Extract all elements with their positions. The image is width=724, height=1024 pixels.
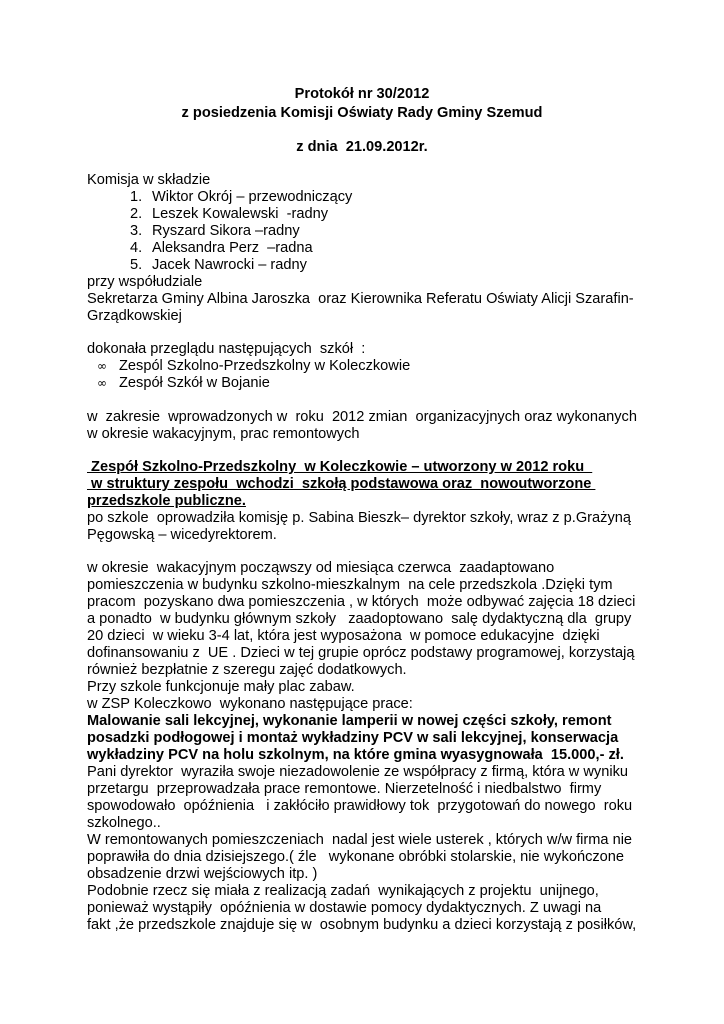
works-line: Malowanie sali lekcyjnej, wykonanie lamperii w nowej części szkoły, remont [87,713,612,729]
member-name: Leszek Kowalewski -radny [152,206,329,222]
member-name: Jacek Nawrocki – radny [152,257,307,273]
infinity-bullet-icon: ∞ [97,376,107,390]
section-heading: przedszkole publiczne. [87,493,246,509]
member-number: 4. [130,240,143,256]
member-number: 5. [130,257,143,273]
body-line: szkolnego.. [87,815,161,831]
body-line: poprawiła do dnia dzisiejszego.( źle wykonane obróbki stolarskie, nie wykończone [87,849,625,865]
infinity-bullet-icon: ∞ [97,359,107,373]
participants-line: Sekretarza Gminy Albina Jaroszka oraz Kierownika Referatu Oświaty Alicji Szarafin- [87,291,634,307]
tour-line: po szkole oprowadziła komisję p. Sabina Bieszk– dyrektor szkoły, wraz z p.Grażyną [87,510,631,526]
body-line: dofinansowaniu z UE . Dzieci w tej grupie oprócz podstawy programowej, korzystają [87,645,635,661]
body-line: ponieważ wystąpiły opóźnienia w dostawie pomocy dydaktycznych. Z uwagi na [87,900,602,916]
member-name: Ryszard Sikora –radny [152,223,300,239]
school-item: Zespól Szkolno-Przedszkolny w Koleczkowie [119,358,411,374]
section-heading: Zespół Szkolno-Przedszkolny w Koleczkowie – utworzony w 2012 roku [87,459,593,475]
member-name: Wiktor Okrój – przewodniczący [152,189,353,205]
document-date: z dnia 21.09.2012r. [296,139,428,155]
body-line: fakt ,że przedszkole znajduje się w osobnym budynku a dzieci korzystają z posiłków, [87,917,637,933]
tour-line: Pęgowską – wicedyrektorem. [87,527,277,543]
committee-intro: Komisja w składzie [87,172,211,188]
participants-line: Grządkowskiej [87,308,182,324]
body-line: pomieszczenia w budynku szkolno-mieszkalnym na cele przedszkola .Dzięki tym [87,577,613,593]
body-line: przetargu przeprowadzała prace remontowe. Nierzetelność i niedbalstwo firmy [87,781,602,797]
member-number: 1. [130,189,143,205]
scope-line: w okresie wakacyjnym, prac remontowych [87,426,360,442]
body-line: w okresie wakacyjnym począwszy od miesiąca czerwca zaadaptowano [87,560,555,576]
member-number: 3. [130,223,143,239]
school-item: Zespół Szkół w Bojanie [119,375,270,391]
document-title: Protokół nr 30/2012 [294,86,430,102]
member-number: 2. [130,206,143,222]
body-line: Przy szkole funkcjonuje mały plac zabaw. [87,679,355,695]
member-name: Aleksandra Perz –radna [152,240,313,256]
body-line: Pani dyrektor wyraziła swoje niezadowolenie ze współpracy z firmą, która w wyniku [87,764,628,780]
works-line: wykładziny PCV na holu szkolnym, na które gmina wyasygnowała 15.000,- zł. [87,747,624,763]
scope-line: w zakresie wprowadzonych w roku 2012 zmian organizacyjnych oraz wykonanych [87,409,637,425]
participation-intro: przy współudziale [87,274,203,290]
body-line: pracom pozyskano dwa pomieszczenia , w których może odbywać zajęcia 18 dzieci [87,594,636,610]
body-line: w ZSP Koleczkowo wykonano następujące prace: [87,696,413,712]
body-line: spowodowało opóźnienia i zakłóciło prawidłowy tok przygotowań do nowego roku [87,798,633,814]
body-line: Podobnie rzecz się miała z realizacją zadań wynikających z projektu unijnego, [87,883,599,899]
document-subtitle: z posiedzenia Komisji Oświaty Rady Gminy Szemud [181,105,543,121]
section-heading: w struktury zespołu wchodzi szkołą podstawowa oraz nowoutworzone [87,476,596,492]
body-line: 20 dzieci w wieku 3-4 lat, która jest wyposażona w pomoce edukacyjne dzięki [87,628,600,644]
review-intro: dokonała przeglądu następujących szkół : [87,341,366,357]
works-line: posadzki podłogowej i montaż wykładziny PCV w sali lekcyjnej, konserwacja [87,730,619,746]
body-line: obsadzenie drzwi wejściowych itp. ) [87,866,318,882]
body-line: również bezpłatnie z szeregu zajęć dodatkowych. [87,662,407,678]
body-line: a ponadto w budynku głównym szkoły zaadoptowano salę dydaktyczną dla grupy [87,611,632,627]
body-line: W remontowanych pomieszczeniach nadal jest wiele usterek , których w/w firma nie [87,832,633,848]
